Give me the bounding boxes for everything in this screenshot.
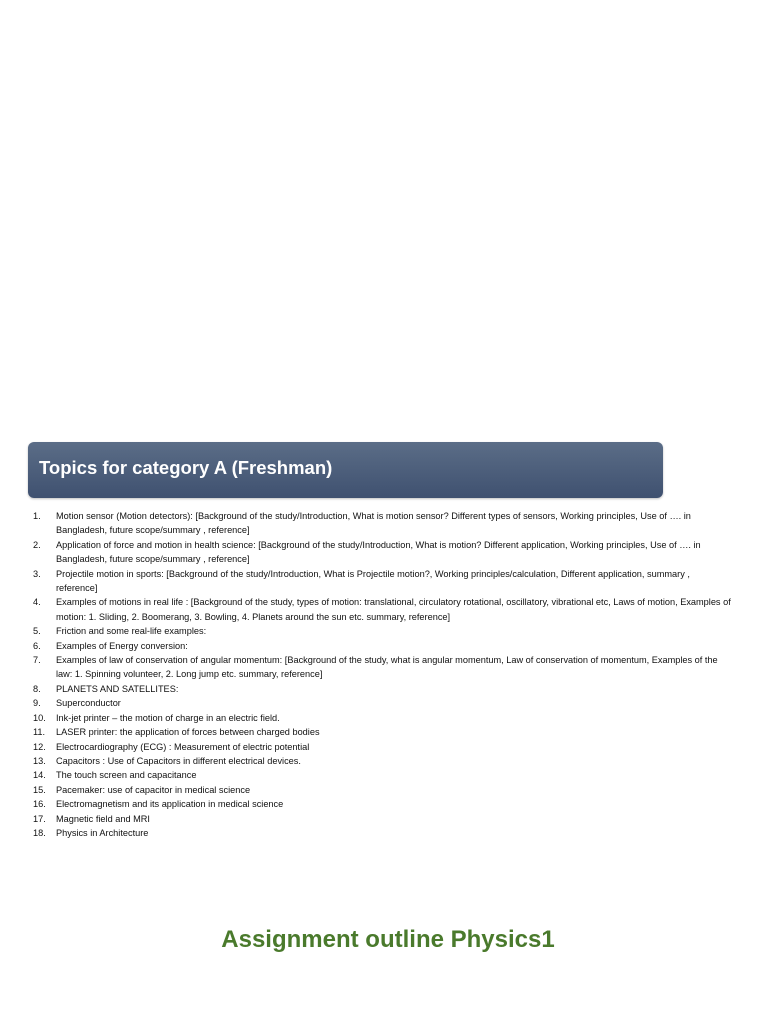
assignment-outline-title: Assignment outline Physics1 [221, 926, 555, 953]
list-item-number: 5. [33, 626, 41, 637]
list-item [33, 653, 733, 682]
list-item-text: Motion sensor (Motion detectors): [Background of the study/Introduction, What is motion sensor? Different types of sensors, Working principles, Use of …. in Bangladesh, future scope/summary , reference] [56, 511, 691, 536]
list-item [33, 783, 733, 797]
list-item [33, 754, 733, 768]
list-item-text: Capacitors : Use of Capacitors in different electrical devices. [56, 755, 301, 766]
list-item-text: Examples of Energy conversion: [56, 640, 188, 651]
list-item [33, 725, 733, 739]
list-item-text: Friction and some real-life examples: [56, 626, 207, 637]
list-item [33, 595, 733, 624]
list-item-text: Superconductor [56, 698, 121, 709]
list-item-number: 10. [33, 712, 46, 723]
list-item-number: 6. [33, 640, 41, 651]
list-item [33, 711, 733, 725]
list-item-number: 2. [33, 539, 41, 550]
list-item [33, 567, 733, 596]
list-item-text: Projectile motion in sports: [Background of the study/Introduction, What is Projectile motion?, Working principles/calculation, Different application, summary , reference] [56, 568, 690, 594]
list-item-number: 7. [33, 655, 41, 666]
list-item-text: Pacemaker: use of capacitor in medical science [56, 784, 251, 795]
list-item-number: 11. [33, 727, 46, 738]
topics-header-banner [28, 442, 663, 498]
list-item [33, 509, 733, 538]
list-item-text: Application of force and motion in health science: [Background of the study/Introduction, What is motion? Different application, Working principles, Use of …. in Bangladesh, future scope/summary , reference] [56, 539, 701, 565]
list-item-text: Magnetic field and MRI [56, 813, 150, 824]
list-item-number: 14. [33, 770, 46, 781]
list-item-number: 18. [33, 827, 46, 838]
list-item-text: Examples of motions in real life : [Background of the study, types of motion: translational, circulatory rotational, oscillatory, vibrational etc, Laws of motion, Examples of motion: 1. Sliding, 2. Boomerang, 3. Bowling, 4. Planets around the sun etc. summary, reference] [56, 597, 731, 622]
list-item-number: 16. [33, 799, 46, 810]
list-item [33, 624, 733, 638]
list-item-text: Electrocardiography (ECG) : Measurement of electric potential [56, 741, 310, 752]
list-item [33, 812, 733, 826]
list-item-text: LASER printer: the application of forces between charged bodies [56, 727, 320, 738]
topics-list [33, 509, 733, 840]
list-item-number: 3. [33, 568, 41, 579]
list-item-text: Physics in Architecture [56, 827, 149, 838]
list-item-text: Ink-jet printer – the motion of charge in an electric field. [56, 712, 280, 723]
list-item [33, 740, 733, 754]
list-item-number: 17. [33, 813, 46, 824]
list-item-number: 13. [33, 755, 46, 766]
list-item-number: 12. [33, 741, 46, 752]
list-item-number: 4. [33, 597, 41, 608]
list-item-number: 8. [33, 683, 41, 694]
list-item [33, 797, 733, 811]
list-item-number: 1. [33, 511, 41, 521]
list-item [33, 696, 733, 710]
list-item [33, 826, 733, 840]
list-item [33, 639, 733, 653]
topics-header-title: Topics for category A (Freshman) [39, 457, 333, 478]
list-item-text: PLANETS AND SATELLITES: [56, 683, 179, 694]
list-item-text: Examples of law of conservation of angular momentum: [Background of the study, what is angular momentum, Law of conservation of momentum, Examples of the law: 1. Spinning volunteer, 2. Long jump etc. summary, reference] [56, 655, 718, 680]
list-item [33, 538, 733, 567]
list-item-number: 9. [33, 698, 41, 709]
list-item-text: The touch screen and capacitance [56, 770, 197, 781]
list-item [33, 682, 733, 696]
list-item-text: Electromagnetism and its application in medical science [56, 799, 284, 810]
list-item [33, 768, 733, 782]
list-item-number: 15. [33, 784, 46, 795]
